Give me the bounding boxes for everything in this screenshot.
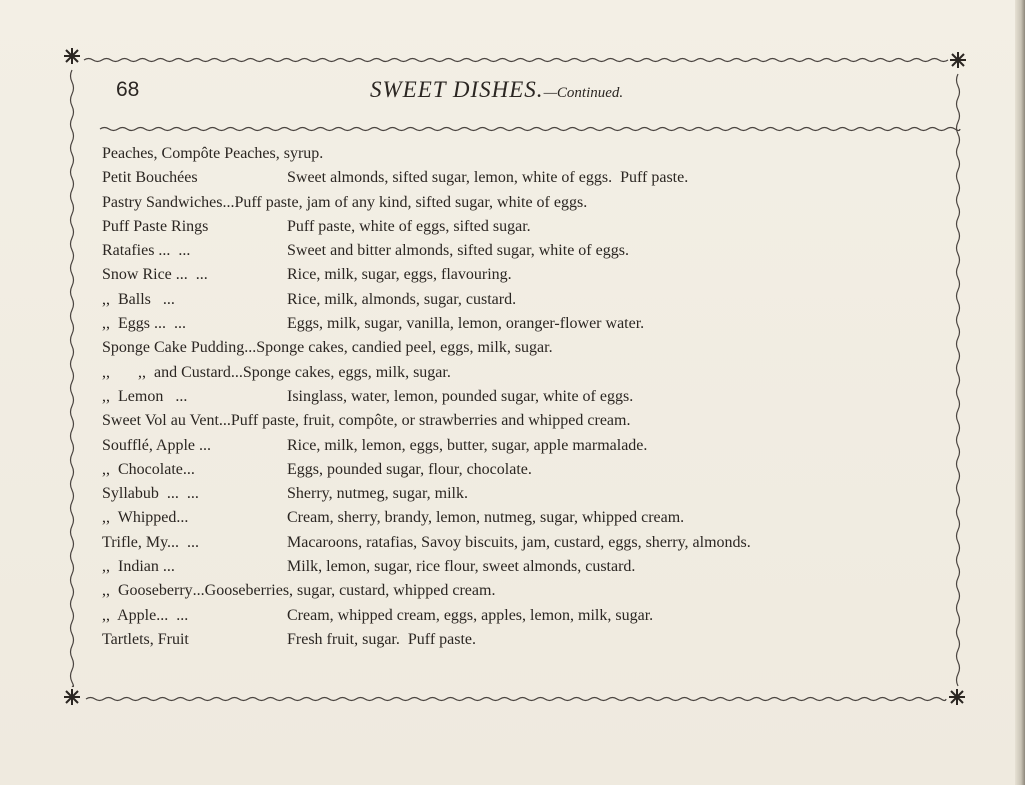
dish-name: Tartlets, Fruit	[102, 630, 189, 648]
recipe-entry	[102, 288, 982, 312]
ingredients: Rice, milk, almonds, sugar, custard.	[287, 290, 517, 308]
dish-name: ,, ,, and Custard	[102, 363, 231, 381]
dish-name: ,, Whipped...	[102, 509, 189, 527]
corner-ornament-icon	[949, 689, 965, 705]
ingredients: Sherry, nutmeg, sugar, milk.	[287, 485, 468, 503]
recipe-entry	[102, 434, 982, 458]
corner-ornament-icon	[64, 689, 80, 705]
ingredients: Cream, sherry, brandy, lemon, nutmeg, sugar, whipped cream.	[287, 509, 685, 527]
left-wavy-rule	[71, 70, 74, 687]
ingredients: Cream, whipped cream, eggs, apples, lemon, milk, sugar.	[287, 606, 654, 624]
ingredients: Eggs, milk, sugar, vanilla, lemon, oranger-flower water.	[287, 315, 645, 333]
recipe-entry	[102, 191, 982, 215]
recipe-entry	[102, 361, 982, 385]
header-wavy-rule	[100, 128, 960, 131]
recipe-entry	[102, 458, 982, 482]
ingredients: Isinglass, water, lemon, pounded sugar, white of eggs.	[287, 387, 634, 405]
dish-name: ,, Balls ...	[102, 290, 175, 308]
ingredients: Eggs, pounded sugar, flour, chocolate.	[287, 460, 532, 478]
dish-name: Pastry Sandwiches	[102, 193, 223, 211]
recipe-entry	[102, 531, 982, 555]
dish-name: Ratafies ... ...	[102, 242, 191, 260]
ingredients: ...Puff paste, fruit, compôte, or strawberries and whipped cream.	[218, 412, 631, 430]
recipe-entry	[102, 555, 982, 579]
recipe-entry	[102, 239, 982, 263]
ingredients: ...Gooseberries, sugar, custard, whipped cream.	[192, 582, 496, 600]
running-title-main: SWEET DISHES.	[370, 77, 544, 102]
recipe-entry	[102, 604, 982, 628]
dish-name: Soufflé, Apple ...	[102, 436, 212, 454]
dish-name: Petit Bouchées	[102, 169, 198, 187]
bottom-wavy-rule	[86, 698, 946, 701]
page-number: 68	[116, 78, 140, 101]
recipe-entry	[102, 385, 982, 409]
recipe-entry	[102, 336, 982, 360]
dish-name: Sponge Cake Pudding	[102, 339, 245, 357]
dish-name: ,, Apple... ...	[102, 606, 189, 624]
dish-name: Snow Rice ... ...	[102, 266, 208, 284]
ingredients: ...Puff paste, jam of any kind, sifted sugar, white of eggs.	[222, 193, 588, 211]
ingredients: Sweet almonds, sifted sugar, lemon, white of eggs. Puff paste.	[287, 169, 689, 187]
recipe-entry	[102, 506, 982, 530]
ingredients: Compôte Peaches, syrup.	[157, 145, 324, 162]
recipe-entry	[102, 482, 982, 506]
dish-name: Sweet Vol au Vent	[102, 412, 219, 430]
dish-name: Puff Paste Rings	[102, 217, 209, 235]
corner-ornament-icon	[950, 52, 966, 68]
running-title-suffix: —Continued.	[543, 85, 624, 101]
dish-name: ,, Lemon ...	[102, 387, 188, 405]
ingredients: Macaroons, ratafias, Savoy biscuits, jam, custard, eggs, sherry, almonds.	[287, 533, 751, 551]
ingredients: Rice, milk, sugar, eggs, flavouring.	[287, 266, 512, 284]
ingredients: Sweet and bitter almonds, sifted sugar, white of eggs.	[287, 242, 629, 260]
recipe-entry	[102, 409, 982, 433]
recipe-ingredient-list	[102, 142, 982, 652]
recipe-entry	[102, 312, 982, 336]
corner-ornament-icon	[64, 48, 80, 64]
running-title	[370, 77, 623, 103]
ingredients: Puff paste, white of eggs, sifted sugar.	[287, 217, 531, 235]
dish-name: ,, Chocolate...	[102, 460, 195, 478]
ingredients: ...Sponge cakes, eggs, milk, sugar.	[230, 363, 451, 381]
page-header	[108, 78, 978, 108]
dish-name: Trifle, My... ...	[102, 533, 200, 551]
recipe-entry	[102, 263, 982, 287]
recipe-entry	[102, 215, 982, 239]
dish-name: ,, Eggs ... ...	[102, 315, 186, 333]
recipe-entry	[102, 142, 982, 166]
recipe-entry	[102, 166, 982, 190]
ingredients: ...Sponge cakes, candied peel, eggs, milk, sugar.	[244, 339, 553, 357]
dish-name: Syllabub ... ...	[102, 485, 199, 503]
top-wavy-rule	[84, 59, 948, 62]
ingredients: Fresh fruit, sugar. Puff paste.	[287, 630, 477, 648]
dish-name: ,, Gooseberry	[102, 582, 193, 600]
recipe-entry	[102, 579, 982, 603]
dish-name: Peaches,	[102, 145, 158, 162]
dish-name: ,, Indian ...	[102, 558, 175, 576]
ingredients: Rice, milk, lemon, eggs, butter, sugar, apple marmalade.	[287, 436, 648, 454]
recipe-entry	[102, 628, 982, 652]
ingredients: Milk, lemon, sugar, rice flour, sweet almonds, custard.	[287, 558, 636, 576]
